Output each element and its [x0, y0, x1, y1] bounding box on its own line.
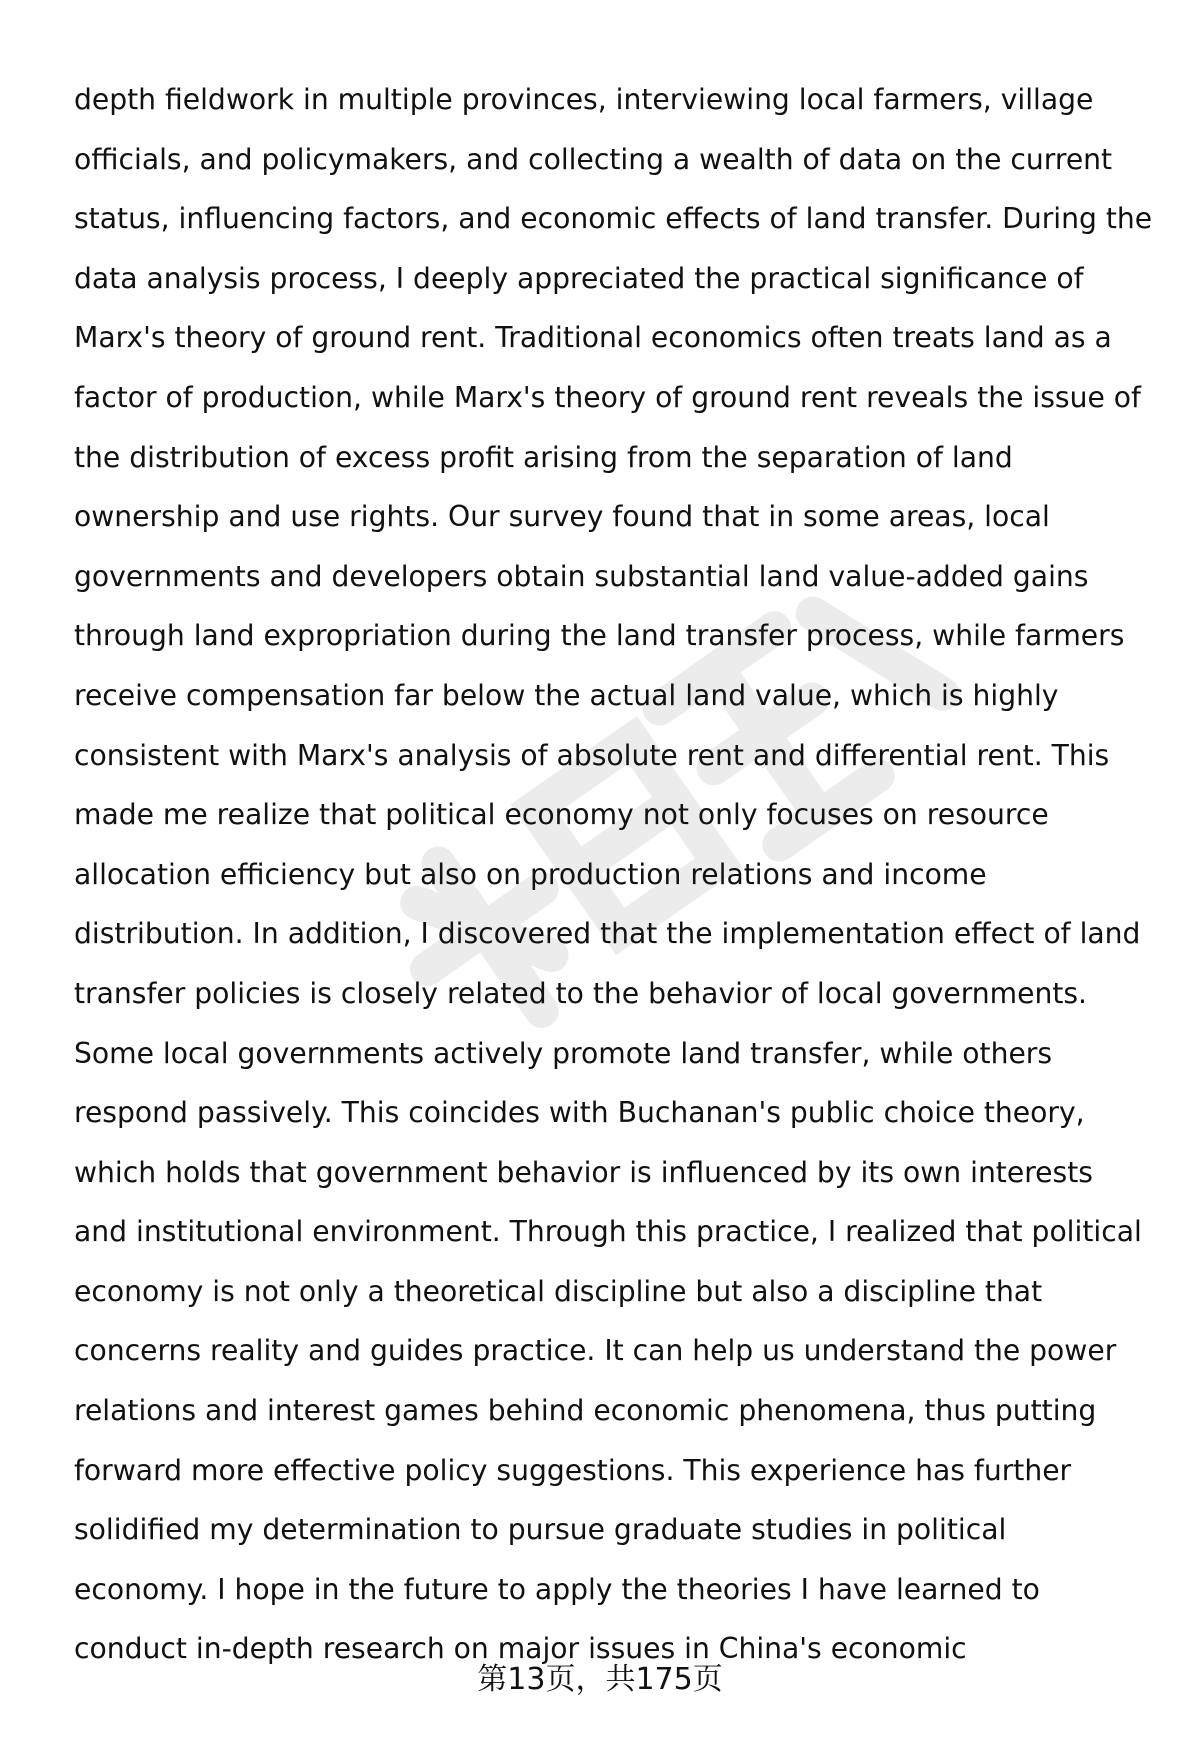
text-line: transfer policies is closely related to the behavior of local governments. — [74, 976, 1088, 1010]
body-text — [74, 70, 1164, 1679]
text-line: which holds that government behavior is influenced by its own interests — [74, 1155, 1093, 1189]
text-line: through land expropriation during the land transfer process, while farmers — [74, 619, 1125, 653]
text-line: concerns reality and guides practice. It can help us understand the power — [74, 1334, 1117, 1368]
text-line: allocation efficiency but also on production relations and income — [74, 857, 987, 891]
text-line: factor of production, while Marx's theory of ground rent reveals the issue of — [74, 380, 1141, 414]
text-line: status, influencing factors, and economic effects of land transfer. During the — [74, 202, 1153, 236]
page-number-footer: 第13页，共175页 — [477, 1662, 723, 1697]
text-line: economy. I hope in the future to apply the theories I have learned to — [74, 1572, 1040, 1606]
text-line: conduct in-depth research on major issues in China's economic — [74, 1632, 967, 1666]
text-line: distribution. In addition, I discovered that the implementation effect of land — [74, 917, 1141, 951]
text-line: forward more effective policy suggestions. This experience has further — [74, 1453, 1072, 1487]
text-line: the distribution of excess profit arising from the separation of land — [74, 440, 1013, 474]
text-line: and institutional environment. Through this practice, I realized that political — [74, 1215, 1142, 1249]
text-line: officials, and policymakers, and collecting a wealth of data on the current — [74, 142, 1113, 176]
text-line: made me realize that political economy not only focuses on resource — [74, 798, 1049, 832]
text-line: relations and interest games behind economic phenomena, thus putting — [74, 1394, 1097, 1428]
text-line: governments and developers obtain substantial land value-added gains — [74, 559, 1089, 593]
text-line: consistent with Marx's analysis of absolute rent and differential rent. This — [74, 738, 1110, 772]
text-line: respond passively. This coincides with Buchanan's public choice theory, — [74, 1096, 1085, 1130]
text-line: Marx's theory of ground rent. Traditional economics often treats land as a — [74, 321, 1112, 355]
text-line: economy is not only a theoretical discipline but also a discipline that — [74, 1274, 1043, 1308]
text-line: ownership and use rights. Our survey found that in some areas, local — [74, 500, 1050, 534]
text-line: Some local governments actively promote land transfer, while others — [74, 1036, 1053, 1070]
text-line: receive compensation far below the actual land value, which is highly — [74, 678, 1059, 712]
text-line: depth fieldwork in multiple provinces, interviewing local farmers, village — [74, 83, 1094, 116]
text-line: data analysis process, I deeply appreciated the practical significance of — [74, 261, 1084, 295]
text-line: solidified my determination to pursue graduate studies in political — [74, 1513, 1007, 1547]
